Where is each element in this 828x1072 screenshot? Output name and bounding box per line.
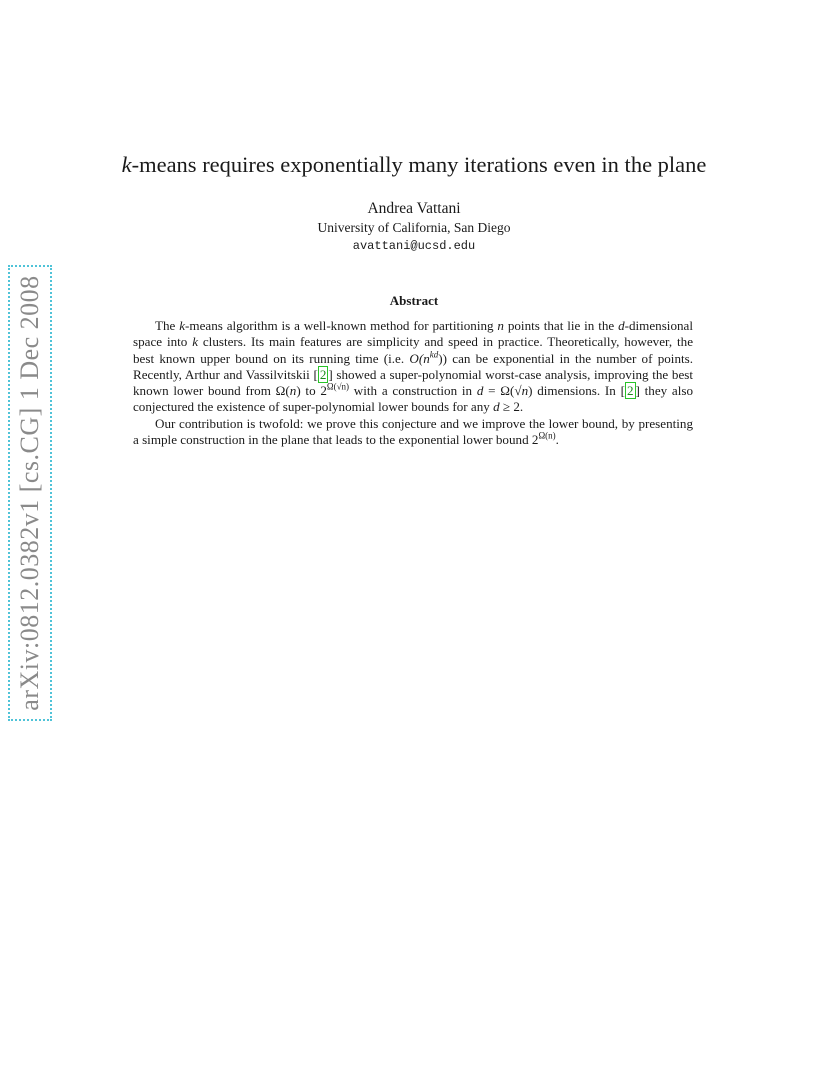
arxiv-identifier-text: arXiv:0812.0382v1 [cs.CG] 1 Dec 2008 xyxy=(15,275,44,711)
paper-title xyxy=(60,150,768,180)
title-variable: k xyxy=(121,152,132,177)
abstract-paragraph-1: The k-means algorithm is a well-known method for partitioning n points that lie in the d-dimensional space into k clusters. Its main features are simplicity and speed in practice. Theoretically, however, the best known upper bound on its running time (i.e. $O(n^{kd})$) can be exponential in the number of points. Recently, Arthur and Vassilvitskii [ 2 ] showed a super-polynomial worst-case analysis, improving the best known lower bound from Ω(n) to $2^{\Omega(√n)}$ with a construction in d = Ω(√n) dimensions. In [ 2 ] they also conjectured the existence of super-polynomial lower bounds for any d ≥ 2. xyxy=(133,318,694,415)
citation-link[interactable]: 2 xyxy=(626,383,634,399)
arxiv-identifier-stamp xyxy=(8,265,52,721)
author-name: Andrea Vattani xyxy=(367,200,461,217)
abstract-paragraph-2: Our contribution is twofold: we prove this conjecture and we improve the lower bound, by presenting a simple construction in the plane that leads to the exponential lower bound $2^{\Omega(n)}$. xyxy=(133,415,693,448)
author-affiliation: University of California, San Diego xyxy=(317,220,511,235)
title-text: -means requires exponentially many iterations even in the plane xyxy=(131,152,707,177)
author-email: avattani@ucsd.edu xyxy=(352,239,476,253)
abstract-heading: Abstract xyxy=(389,293,439,308)
citation-link[interactable]: 2 xyxy=(319,366,327,382)
abstract-body xyxy=(133,318,693,448)
